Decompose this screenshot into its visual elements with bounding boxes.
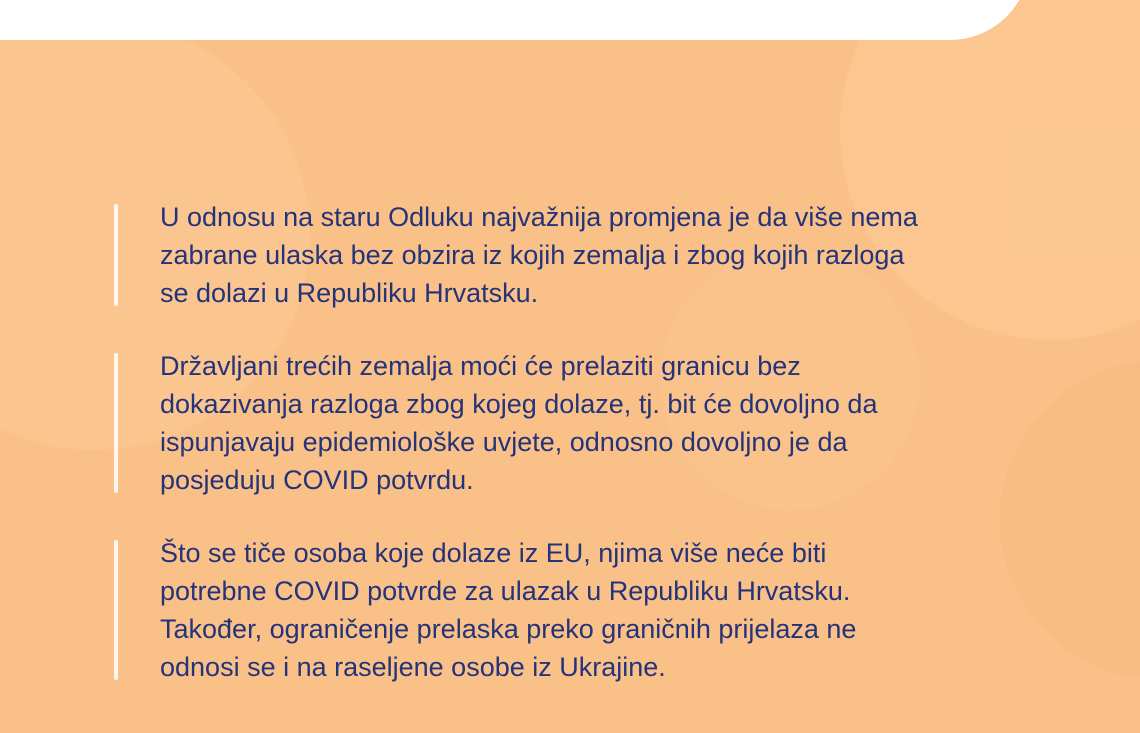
- paragraph-line: Također, ograničenje prelaska preko graničnih prijelaza ne: [160, 614, 857, 644]
- paragraph-line: se dolazi u Republiku Hrvatsku.: [160, 278, 539, 308]
- accent-bar: [114, 204, 118, 306]
- paragraph-line: Što se tiče osoba koje dolaze iz EU, njima više neće biti: [160, 538, 827, 568]
- paragraph-line: U odnosu na staru Odluku najvažnija promjena je da više nema: [160, 202, 918, 232]
- paragraph-line: zabrane ulaska bez obzira iz kojih zemalja i zbog kojih razloga: [160, 240, 905, 270]
- paragraph-line: posjeduju COVID potvrdu.: [160, 465, 474, 495]
- accent-bar: [114, 540, 118, 680]
- paragraph-line: Državljani trećih zemalja moći će prelaziti granicu bez: [160, 351, 801, 381]
- paragraph-block-1: [114, 198, 1014, 312]
- accent-bar: [114, 353, 118, 493]
- paragraph-2: [160, 347, 1014, 499]
- background-circle: [1000, 360, 1140, 680]
- text-content: [114, 198, 1014, 721]
- paragraph-3: [160, 534, 1014, 686]
- paragraph-block-3: [114, 534, 1014, 686]
- paragraph-line: ispunjavaju epidemiološke uvjete, odnosno dovoljno je da: [160, 427, 848, 457]
- paragraph-line: potrebne COVID potvrde za ulazak u Republiku Hrvatsku.: [160, 576, 851, 606]
- top-white-panel: [0, 0, 1030, 40]
- paragraph-block-2: [114, 347, 1014, 499]
- paragraph-line: odnosi se i na raseljene osobe iz Ukrajine.: [160, 652, 666, 682]
- paragraph-line: dokazivanja razloga zbog kojeg dolaze, tj. bit će dovoljno da: [160, 389, 878, 419]
- paragraph-1: [160, 198, 1014, 312]
